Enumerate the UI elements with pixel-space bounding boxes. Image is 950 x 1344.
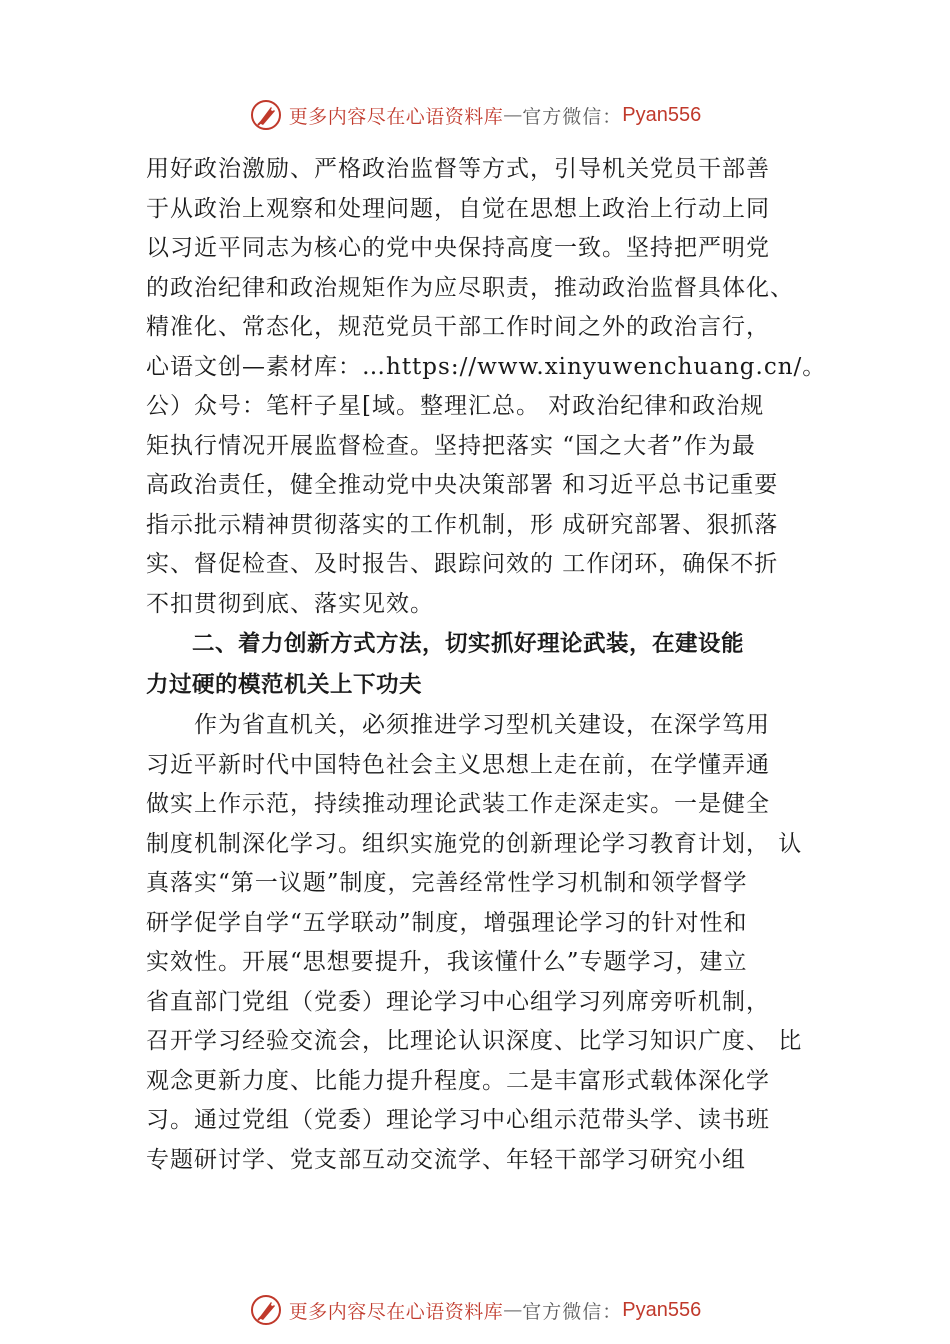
paragraph-line: 于从政治上观察和处理问题，自觉在思想上政治上行动上同 <box>146 195 770 222</box>
paragraph-line: 实效性。开展“思想要提升，我该懂什么”专题学习，建立 <box>146 949 748 975</box>
paragraph-line: 用好政治激励、严格政治监督等方式，引导机关党员干部善 <box>146 156 770 182</box>
paragraph-line: 专题研讨学、党支部互动交流学、年轻干部学习研究小组 <box>146 1146 746 1173</box>
paragraph-line: 不扣贯彻到底、落实见效。 <box>146 590 434 617</box>
paragraph-line: 的政治纪律和政治规矩作为应尽职责，推动政治监督具体化、 <box>146 274 794 301</box>
paragraph-line: 制度机制深化学习。组织实施党的创新理论学习教育计划， 认 <box>146 830 803 857</box>
paragraph-line: 观念更新力度、比能力提升程度。二是丰富形式载体深化学 <box>146 1067 770 1094</box>
paragraph-line: 矩执行情况开展监督检查。坚持把落实 “国之大者”作为最 <box>146 432 756 459</box>
paragraph-line: 公）众号：笔杆子星[域。整理汇总。 对政治纪律和政治规 <box>146 393 765 419</box>
paragraph-line: 以习近平同志为核心的党中央保持高度一致。坚持把严明党 <box>146 235 770 261</box>
header-banner <box>0 95 950 135</box>
paragraph-line: 省直部门党组（党委）理论学习中心组学习列席旁听机制， <box>146 988 770 1015</box>
banner-wechat-label: 官方微信： <box>522 1300 623 1323</box>
paragraph-line: 研学促学自学“五学联动”制度，增强理论学习的针对性和 <box>146 909 748 936</box>
paragraph-line: 召开学习经验交流会，比理论认识深度、比学习知识广度、 比 <box>146 1028 803 1054</box>
paragraph-line: 实、督促检查、及时报告、跟踪问效的 工作闭环，确保不折 <box>146 551 779 577</box>
banner-wechat-label: 官方微信： <box>522 105 623 128</box>
banner-text: 更多内容尽在心语资料库 <box>288 1300 504 1323</box>
banner-wechat-id: Pyan556 <box>622 103 702 126</box>
paragraph-line: 作为省直机关，必须推进学习型机关建设，在深学笃用 <box>146 712 770 738</box>
banner-text: 更多内容尽在心语资料库 <box>288 105 504 128</box>
pen-nib-logo-icon <box>249 1293 283 1327</box>
paragraph-line: 精准化、常态化，规范党员干部工作时间之外的政治言行， <box>146 314 770 340</box>
document-body <box>146 150 826 1180</box>
pen-nib-logo-icon <box>249 98 283 132</box>
banner-separator: — <box>503 1299 523 1321</box>
banner-separator: — <box>503 104 523 126</box>
paragraph-line: 心语文创—素材库：…https://www.xinyuwenchuang.cn/。 <box>146 353 827 380</box>
footer-banner <box>0 1290 950 1330</box>
section-heading: 力过硬的模范机关上下功夫 <box>146 672 423 698</box>
paragraph-line: 做实上作示范，持续推动理论武装工作走深走实。一是健全 <box>146 791 770 817</box>
section-heading: 二、着力创新方式方法，切实抓好理论武装，在建设能 <box>146 631 745 657</box>
paragraph-line: 指示批示精神贯彻落实的工作机制，形 成研究部署、狠抓落 <box>146 511 779 538</box>
paragraph-line: 高政治责任，健全推动党中央决策部署 和习近平总书记重要 <box>146 472 779 498</box>
banner-wechat-id: Pyan556 <box>622 1298 702 1321</box>
paragraph-line: 习。通过党组（党委）理论学习中心组示范带头学、读书班 <box>146 1107 770 1133</box>
paragraph-line: 真落实“第一议题”制度，完善经常性学习机制和领学督学 <box>146 870 748 896</box>
paragraph-line: 习近平新时代中国特色社会主义思想上走在前，在学懂弄通 <box>146 751 770 778</box>
